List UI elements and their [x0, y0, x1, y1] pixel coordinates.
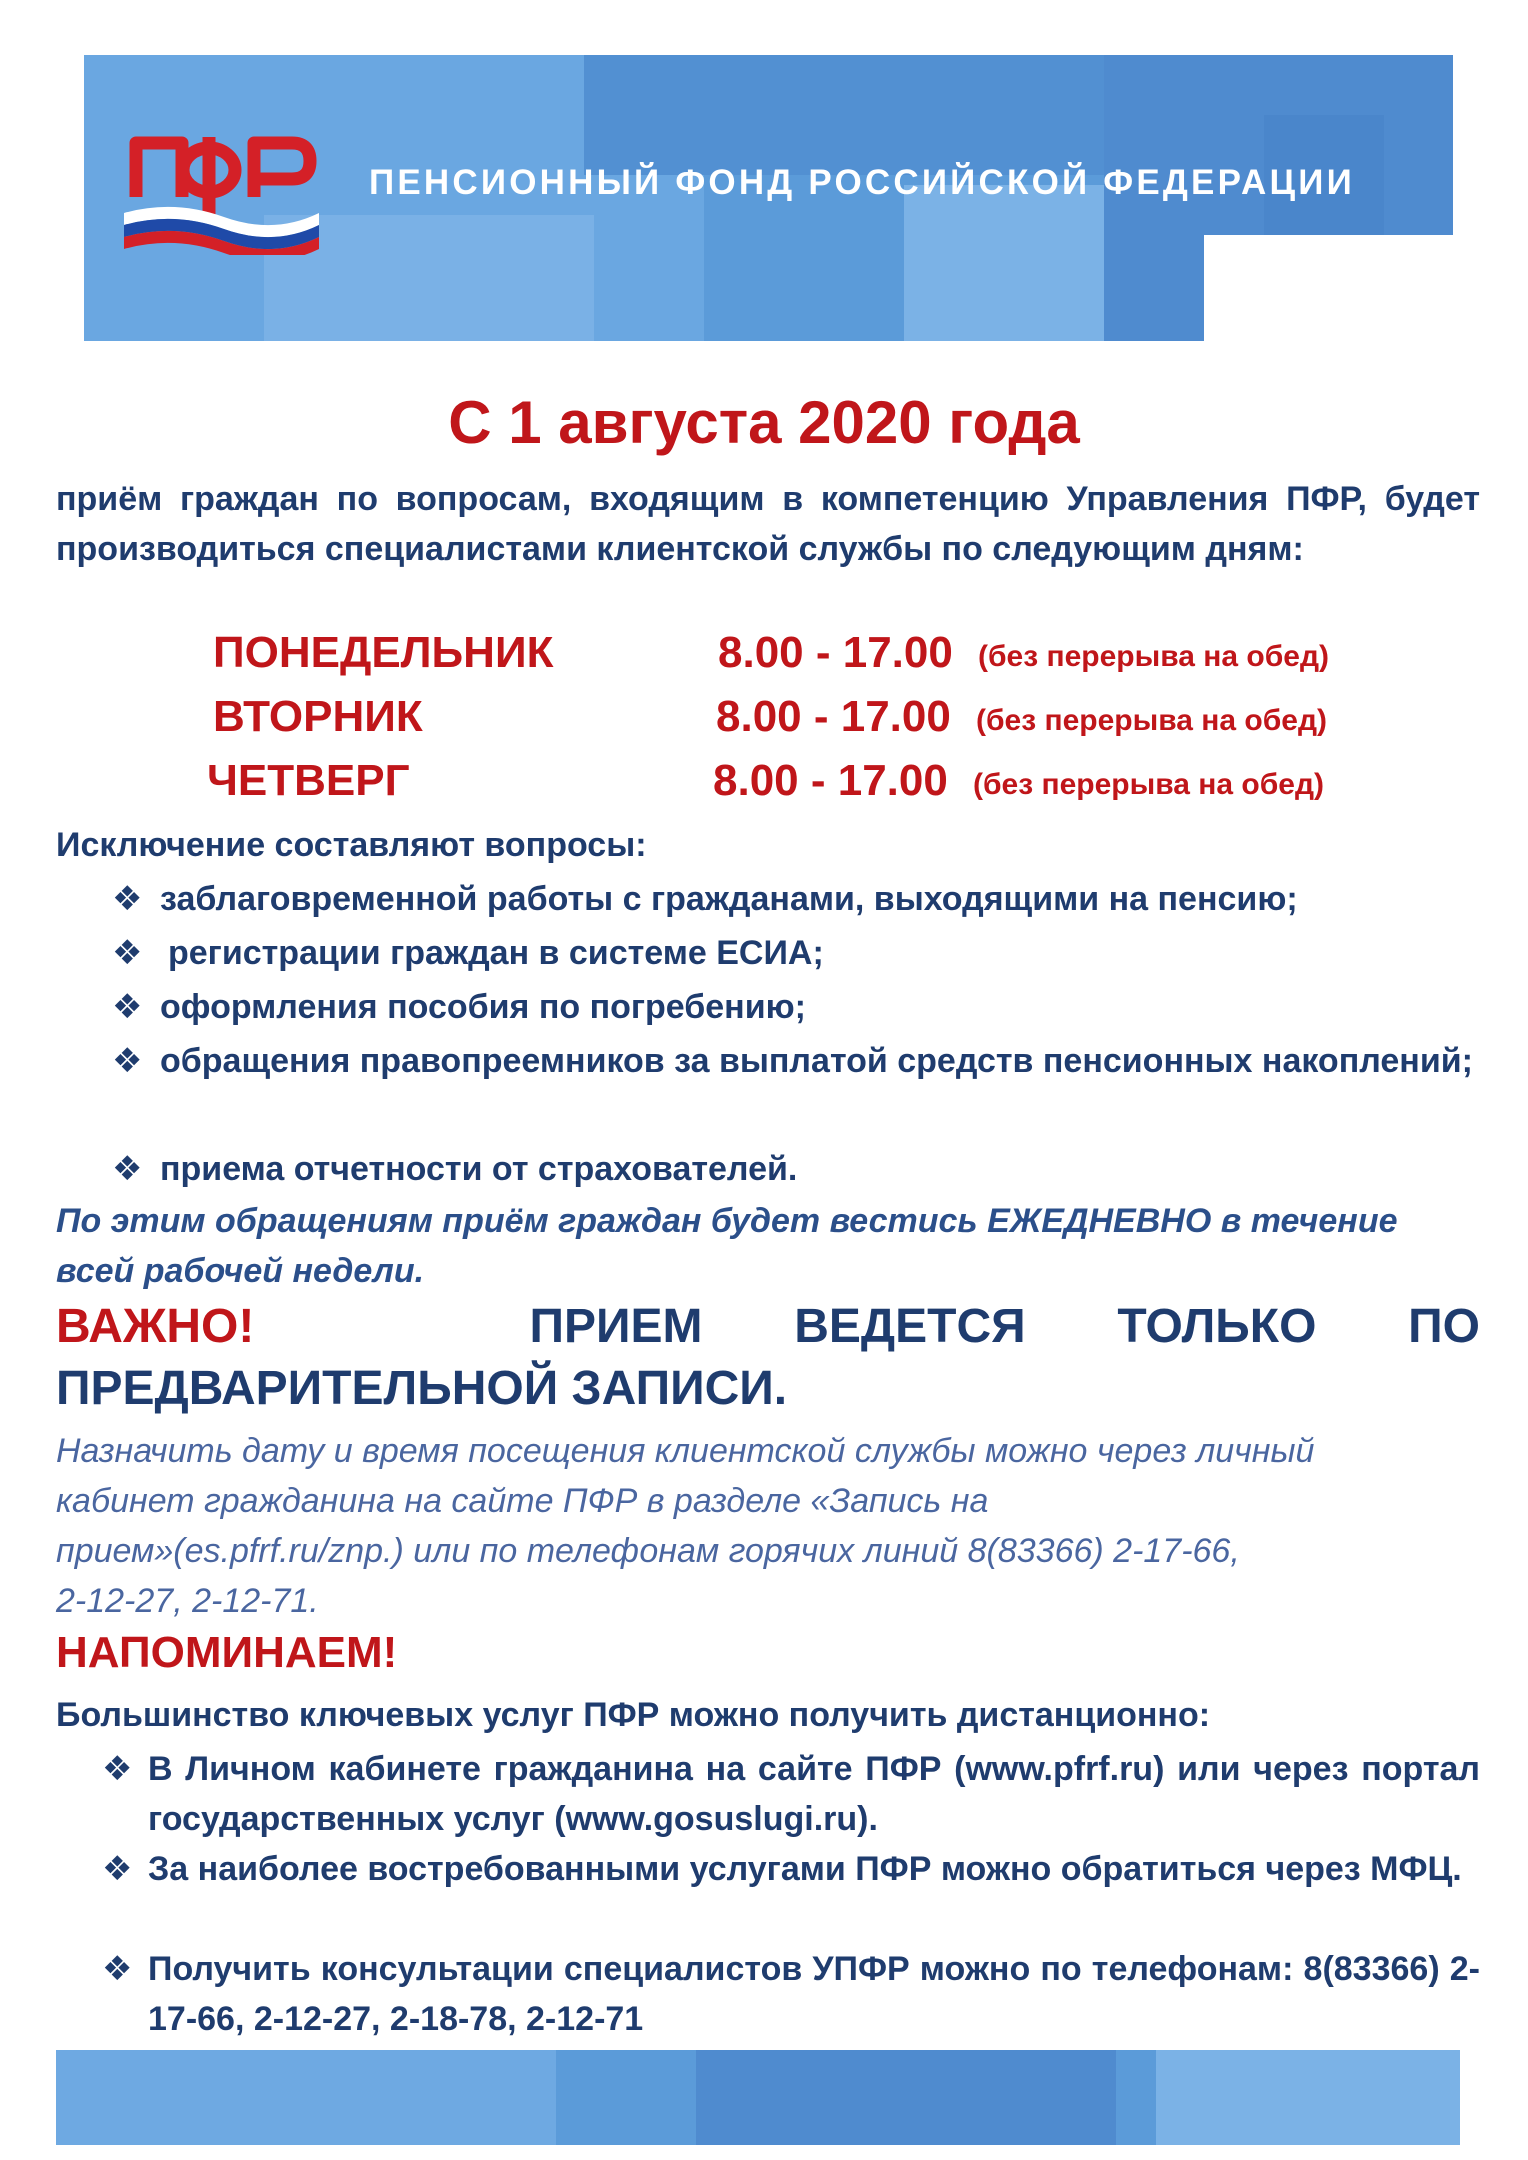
intro-paragraph: приём граждан по вопросам, входящим в компетенцию Управления ПФР, будет производиться специалистами клиентской службы по следующим дням: [56, 480, 1480, 568]
list-item-text: заблаговременной работы с гражданами, выходящими на пенсию; [160, 880, 1298, 918]
list-item-text: обращения правопреемников за выплатой средств пенсионных накоплений; [160, 1042, 1473, 1080]
list-item-text: Получить консультации специалистов УПФР можно по телефонам: 8(83366) 2-17-66, 2-12-27, 2-18-78, 2-12-71 [148, 1950, 1480, 2038]
schedule-day: ВТОРНИК [213, 692, 423, 741]
exceptions-note: По этим обращениям приём граждан будет вестись ЕЖЕДНЕВНО в течение всей рабочей недели. [56, 1202, 1398, 1290]
appointment-line: прием»(es.pfrf.ru/znp.) или по телефонам горячих линий 8(83366) 2-17-66, [56, 1532, 1240, 1570]
bullet-icon: ❖ [112, 880, 143, 918]
bullet-icon: ❖ [112, 1042, 143, 1080]
reminder-title: НАПОМИНАЕМ! [56, 1628, 398, 1677]
bullet-icon: ❖ [112, 988, 143, 1026]
banner-tile [584, 55, 1144, 175]
footer-banner [56, 2050, 1460, 2145]
schedule-time: 8.00 - 17.00 [716, 692, 951, 741]
bullet-icon: ❖ [112, 934, 143, 972]
schedule-row [207, 756, 1407, 816]
appointment-line: 2-12-27, 2-12-71. [56, 1582, 319, 1620]
footer-tile [1156, 2050, 1460, 2145]
header-banner [84, 55, 1453, 341]
list-item-text: За наиболее востребованными услугами ПФР можно обратиться через МФЦ. [148, 1850, 1462, 1888]
page-title: С 1 августа 2020 года [448, 389, 1080, 456]
list-item-text: регистрации граждан в системе ЕСИА; [168, 934, 824, 972]
important-dot: . [773, 1362, 788, 1415]
schedule-row [213, 628, 1413, 688]
list-item-text: приема отчетности от страхователей. [160, 1150, 798, 1188]
reminder-intro: Большинство ключевых услуг ПФР можно получить дистанционно: [56, 1696, 1211, 1734]
bullet-icon: ❖ [112, 1150, 143, 1188]
list-item [102, 1944, 1480, 2044]
schedule-row [213, 692, 1413, 752]
schedule-note: (без перерыва на обед) [973, 768, 1324, 801]
schedule-note: (без перерыва на обед) [976, 704, 1327, 737]
important-text: ПРИЕМ ВЕДЕТСЯ ТОЛЬКО ПО ПРЕДВАРИТЕЛЬНОЙ ЗАПИСИ [56, 1300, 1480, 1415]
list-item [102, 1844, 1480, 1944]
list-item [102, 1744, 1480, 1844]
logo-letter-r [254, 143, 310, 197]
bullet-icon: ❖ [102, 1950, 133, 1988]
footer-tile [696, 2050, 1116, 2145]
bullet-icon: ❖ [102, 1850, 133, 1888]
appointment-info [56, 1426, 1480, 1626]
appointment-line: кабинет гражданина на сайте ПФР в разделе «Запись на [56, 1482, 989, 1520]
footer-tile [56, 2050, 556, 2145]
list-item-text: оформления пособия по погребению; [160, 988, 806, 1026]
schedule-day: ПОНЕДЕЛЬНИК [213, 628, 554, 677]
pfr-logo-icon [114, 125, 324, 255]
schedule-time: 8.00 - 17.00 [718, 628, 953, 677]
schedule-day: ЧЕТВЕРГ [207, 756, 410, 805]
banner-tile [1204, 235, 1453, 341]
logo-letter-p [136, 143, 182, 197]
appointment-line: Назначить дату и время посещения клиентской службы можно через личный [56, 1432, 1315, 1470]
list-item [112, 1036, 1480, 1136]
org-name: ПЕНСИОННЫЙ ФОНД РОССИЙСКОЙ ФЕДЕРАЦИИ [369, 163, 1355, 202]
exceptions-title: Исключение составляют вопросы: [56, 826, 647, 864]
list-item-text: В Личном кабинете гражданина на сайте ПФР (www.pfrf.ru) или через портал государственных услуг (www.gosuslugi.ru). [148, 1750, 1480, 1838]
important-notice [56, 1296, 1480, 1420]
important-label: ВАЖНО! [56, 1300, 255, 1353]
bullet-icon: ❖ [102, 1750, 133, 1788]
schedule-note: (без перерыва на обед) [978, 640, 1329, 673]
schedule-time: 8.00 - 17.00 [713, 756, 948, 805]
